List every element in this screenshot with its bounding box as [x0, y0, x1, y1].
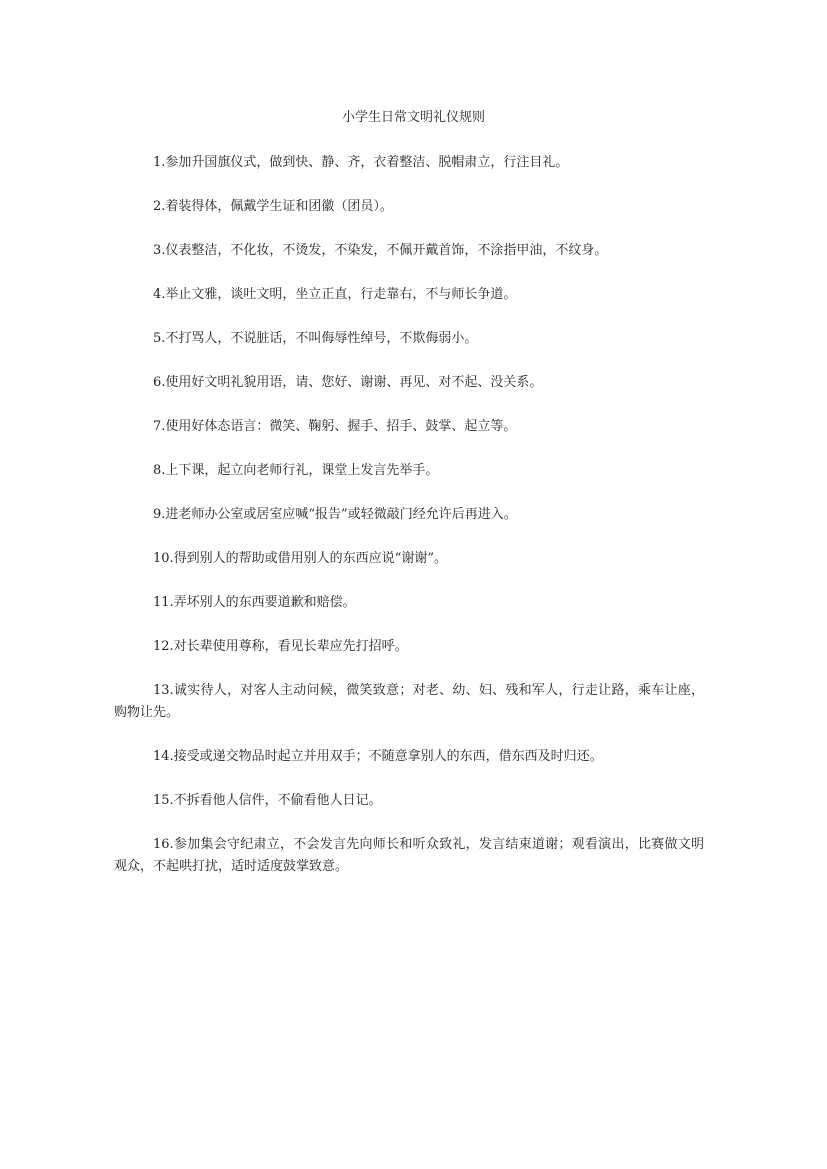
rule-item: 15.不拆看他人信件，不偷看他人日记。	[153, 793, 382, 808]
rule-item: 9.进老师办公室或居室应喊“报告”或轻微敲门经允许后再进入。	[153, 507, 517, 522]
rule-item: 13.诚实待人，对客人主动问候，微笑致意；对老、幼、妇、残和军人，行走让路，乘车让座，购物让先。	[114, 683, 704, 720]
rule-item: 5.不打骂人，不说脏话，不叫侮辱性绰号，不欺侮弱小。	[153, 331, 478, 346]
rule-item: 7.使用好体态语言：微笑、鞠躬、握手、招手、鼓掌、起立等。	[153, 419, 517, 434]
rules-list	[114, 152, 704, 900]
rule-item: 6.使用好文明礼貌用语，请、您好、谢谢、再见、对不起、没关系。	[153, 375, 543, 390]
rule-item: 16.参加集会守纪肃立，不会发言先向师长和听众致礼，发言结束道谢；观看演出，比赛做文明观众，不起哄打扰，适时适度鼓掌致意。	[114, 837, 704, 874]
rule-item: 12.对长辈使用尊称，看见长辈应先打招呼。	[153, 639, 408, 654]
rule-item: 11.弄坏别人的东西要道歉和赔偿。	[153, 595, 356, 610]
rule-item: 2.着装得体，佩戴学生证和团徽（团员）。	[153, 199, 393, 214]
rule-item: 10.得到别人的帮助或借用别人的东西应说“谢谢”。	[153, 551, 447, 566]
document-title: 小学生日常文明礼仪规则	[341, 110, 485, 125]
rule-item: 8.上下课，起立向老师行礼，课堂上发言先举手。	[153, 463, 439, 478]
rule-item: 1.参加升国旗仪式，做到快、静、齐，衣着整洁、脱帽肃立，行注目礼。	[153, 155, 569, 170]
rule-item: 4.举止文雅，谈吐文明，坐立正直，行走靠右，不与师长争道。	[153, 287, 517, 302]
rule-item: 14.接受或递交物品时起立并用双手；不随意拿别人的东西，借东西及时归还。	[153, 749, 603, 764]
rule-item: 3.仪表整洁，不化妆，不烫发，不染发，不佩开戴首饰，不涂指甲油，不纹身。	[153, 243, 608, 258]
